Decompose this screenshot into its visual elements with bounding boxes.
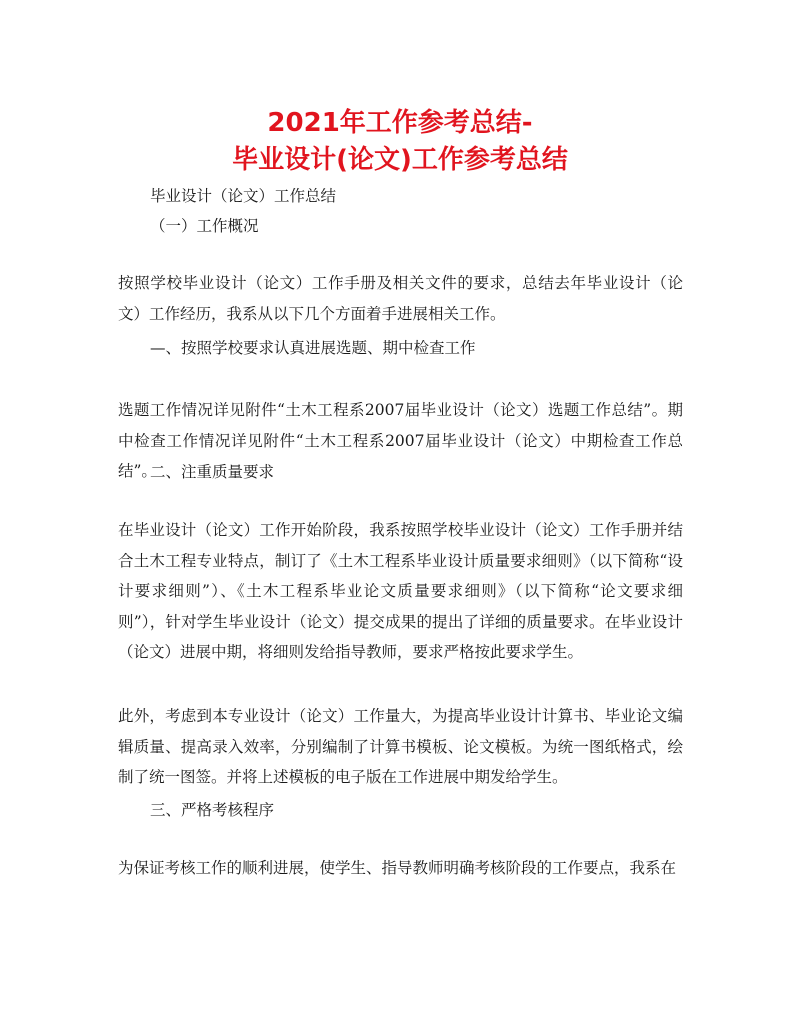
paragraph-topic-selection: 选题工作情况详见附件“土木工程系2007届毕业设计（论文）选题工作总结”。期中检查工作情况详见附件“土木工程系2007届毕业设计（论文）中期检查工作总结”。 [118,401,683,480]
paragraph-assessment: 为保证考核工作的顺利进展，使学生、指导教师明确考核阶段的工作要点，我系在 [118,859,677,877]
section-heading-topic-selection: —、按照学校要求认真进展选题、期中检查工作 [150,339,476,357]
section-heading-assessment: 三、严格考核程序 [150,801,275,819]
document-title-line-1: 2021年工作参考总结- [267,108,533,138]
paragraph-overview: 按照学校毕业设计（论文）工作手册及相关文件的要求，总结去年毕业设计（论文）工作经历，我系从以下几个方面着手进展相关工作。 [118,274,683,323]
document-title-line-2: 毕业设计(论文)工作参考总结 [232,145,568,175]
section-heading-quality: 二、注重质量要求 [150,463,275,481]
paragraph-quality-requirements: 在毕业设计（论文）工作开始阶段，我系按照学校毕业设计（论文）工作手册并结合土木工程专业特点，制订了《土木工程系毕业设计质量要求细则》（以下简称“设计要求细则”）、《土木工程系毕业论文质量要求细则》（以下简称“论文要求细则”），针对学生毕业设计（论文）提交成果的提出了详细的质量要求。在毕业设计（论文）进展中期，将细则发给指导教师，要求严格按此要求学生。 [118,521,683,661]
paragraph-templates: 此外，考虑到本专业设计（论文）工作量大，为提高毕业设计计算书、毕业论文编辑质量、提高录入效率，分别编制了计算书模板、论文模板。为统一图纸格式，绘制了统一图签。并将上述模板的电子版在工作进展中期发给学生。 [118,707,683,786]
document-body [118,0,683,1035]
document-heading: 毕业设计（论文）工作总结 [150,187,337,205]
section-heading-overview: （一）工作概况 [150,217,259,235]
